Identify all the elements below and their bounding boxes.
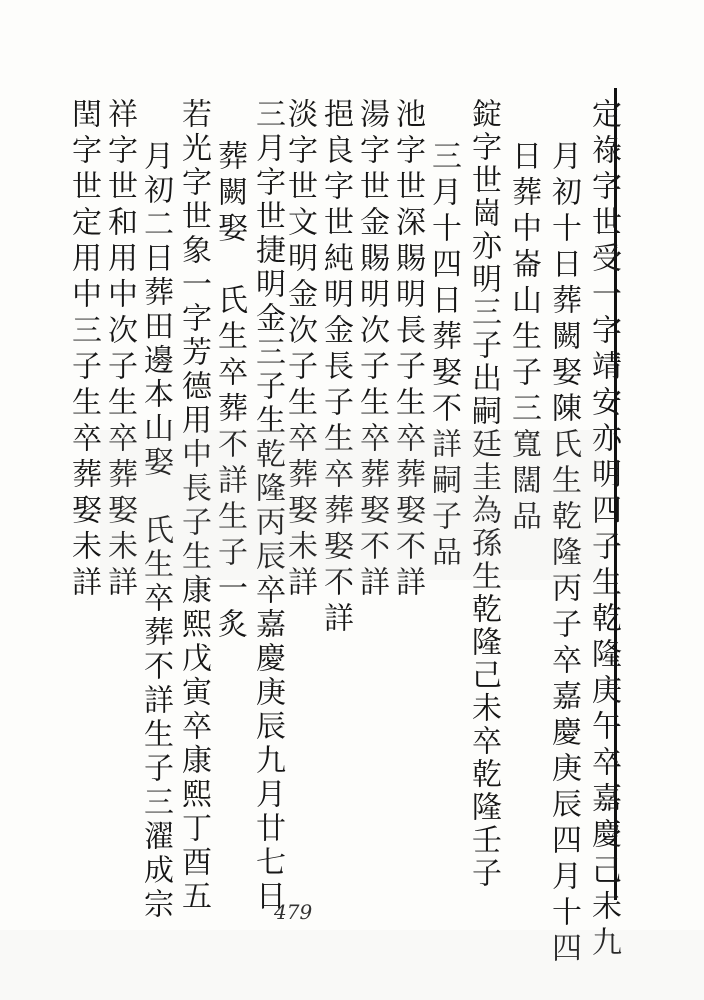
text-column-12: 若光字世象一字芳德用中長子生康熙戊寅卒康熙丁酉五 [176, 98, 211, 914]
text-column-6: 池字世深賜明長子生卒葬娶不詳 [390, 98, 425, 602]
text-column-14: 祥字世和用中次子生卒葬娶未詳 [102, 98, 137, 602]
text-column-13: 月初二日葬田邊本山娶 氏生卒葬不詳生子三濯成宗 [138, 140, 173, 922]
text-column-7: 湯字世金賜明次子生卒葬娶不詳 [354, 98, 389, 602]
text-column-15: 閏字世定用中三子生卒葬娶未詳 [66, 98, 101, 602]
text-column-1: 定祿字世受一字靖安亦明四子生乾隆庚午卒嘉慶己未九 [586, 98, 621, 962]
text-column-2: 月初十日葬闕娶陳氏生乾隆丙子卒嘉慶庚辰四月十四 [546, 140, 581, 968]
page-number: 479 [274, 900, 313, 924]
text-column-10: 三月字世捷明金三子生乾隆丙辰卒嘉慶庚辰九月廿七日 [250, 98, 285, 914]
text-column-8: 挹良字世純明金長子生卒葬娶不詳 [318, 98, 353, 638]
text-column-4: 錠字世崗亦明三子出嗣廷圭為孫生乾隆己未卒乾隆壬子 [466, 98, 501, 890]
text-column-11: 葬闕娶 氏生卒葬不詳生子一炙 [212, 140, 247, 644]
text-column-3: 日葬中崙山生子三寬闊品 [506, 140, 541, 536]
text-column-5: 三月十四日葬娶不詳嗣子品 [426, 140, 461, 572]
text-column-9: 淡字世文明金次子生卒葬娶未詳 [282, 98, 317, 602]
